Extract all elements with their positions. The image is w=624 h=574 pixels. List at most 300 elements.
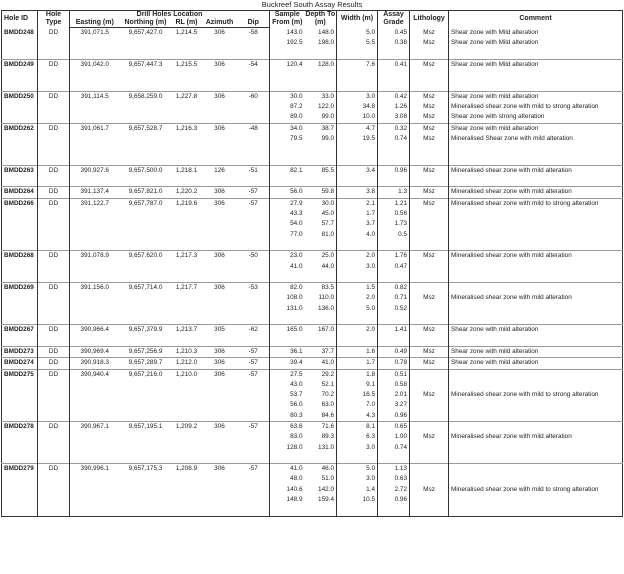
comment-cell <box>449 380 623 390</box>
hole-id-cell <box>2 219 38 229</box>
empty-cell <box>378 155 410 166</box>
grade-cell: 0.78 <box>378 358 410 369</box>
azimuth-cell <box>202 485 238 495</box>
dip-cell: -53 <box>238 283 270 294</box>
table-row <box>2 293 623 303</box>
width-cell: 3.0 <box>337 262 378 272</box>
rl-cell <box>172 102 202 112</box>
table-row <box>2 358 623 369</box>
empty-cell <box>305 49 337 60</box>
northing-cell: 9,657,289.7 <box>120 358 172 369</box>
northing-cell <box>120 400 172 410</box>
dip-cell <box>238 495 270 505</box>
empty-cell <box>38 176 70 187</box>
empty-cell <box>449 144 623 154</box>
lithology-cell: Msz <box>410 134 449 144</box>
azimuth-cell: 306 <box>214 29 225 36</box>
northing-cell <box>120 432 172 442</box>
from-cell: 54.0 <box>270 219 305 229</box>
table-row <box>2 411 623 422</box>
empty-cell <box>38 144 70 154</box>
to-cell: 122.0 <box>318 103 335 111</box>
lithology-cell: Msz <box>410 112 449 123</box>
northing-cell: 9,657,620.0 <box>120 251 172 262</box>
hole-id-cell <box>2 293 38 303</box>
empty-cell <box>172 144 202 154</box>
width-cell: 3.0 <box>337 443 378 453</box>
empty-cell <box>172 80 202 91</box>
to-cell: 63.0 <box>321 401 335 409</box>
to-cell: 131.0 <box>318 443 335 451</box>
lithology-cell <box>410 304 449 314</box>
header-width: Width (m) <box>337 11 378 28</box>
table-body <box>2 28 623 517</box>
to-cell: 51.0 <box>321 475 335 483</box>
lithology-cell: Msz <box>410 28 449 39</box>
width-cell: 5.0 <box>337 304 378 314</box>
empty-cell <box>337 272 378 283</box>
empty-cell <box>305 70 337 80</box>
to-cell: 33.0 <box>305 91 337 102</box>
lithology-cell <box>410 400 449 410</box>
empty-cell <box>38 80 70 91</box>
hole-type-cell: DD <box>38 464 70 475</box>
empty-cell <box>449 453 623 464</box>
azimuth-cell: 306 <box>202 251 238 262</box>
rl-cell: 1,208.9 <box>172 464 202 475</box>
empty-cell <box>172 155 202 166</box>
easting-cell <box>70 485 120 495</box>
to-cell: 148.0 <box>318 28 335 36</box>
empty-cell <box>70 336 120 347</box>
dip-cell <box>238 443 270 453</box>
empty-cell <box>337 240 378 251</box>
northing-cell <box>120 102 172 112</box>
width-cell: 1.7 <box>337 358 378 369</box>
northing-cell: 9,657,379.9 <box>120 325 172 336</box>
empty-cell <box>238 155 270 166</box>
empty-cell <box>410 49 449 60</box>
grade-cell: 1.3 <box>378 187 410 198</box>
rl-cell: 1,227.8 <box>172 91 202 102</box>
from-cell: 83.0 <box>270 432 305 442</box>
width-cell: 3.0 <box>337 91 378 102</box>
azimuth-cell: 306 <box>202 421 238 432</box>
northing-cell: 9,657,528.7 <box>120 123 172 134</box>
to-cell: 57.7 <box>321 220 335 228</box>
azimuth-cell <box>202 219 238 229</box>
rl-cell: 1,213.7 <box>172 325 202 336</box>
comment-cell <box>449 443 623 453</box>
empty-cell <box>70 505 120 516</box>
to-cell: 136.0 <box>318 304 335 312</box>
table-row <box>2 38 623 48</box>
table-row <box>2 390 623 400</box>
to-cell: 81.0 <box>321 230 335 238</box>
empty-cell <box>410 314 449 325</box>
lithology-cell <box>410 411 449 422</box>
table-row <box>2 209 623 219</box>
table-row <box>2 495 623 505</box>
table-row <box>2 102 623 112</box>
rl-cell <box>172 38 202 48</box>
lithology-cell <box>410 209 449 219</box>
hole-type-cell <box>38 219 70 229</box>
grade-cell: 2.72 <box>378 485 410 495</box>
hole-id-cell: BMDD266 <box>2 198 38 209</box>
empty-cell <box>305 272 337 283</box>
comment-cell: Shear zone with Mild alteration <box>449 28 623 39</box>
easting-cell: 391,061.7 <box>70 123 120 134</box>
empty-cell <box>305 80 337 91</box>
rl-cell <box>172 134 202 144</box>
rl-cell <box>172 380 202 390</box>
dip-cell: -57 <box>238 346 270 357</box>
hole-id-cell <box>2 304 38 314</box>
azimuth-cell: 306 <box>202 283 238 294</box>
to-cell: 85.5 <box>305 165 337 176</box>
to-cell: 38.7 <box>305 123 337 134</box>
northing-cell <box>120 485 172 495</box>
northing-cell <box>120 411 172 422</box>
hole-type-cell: DD <box>38 165 70 176</box>
from-cell: 41.0 <box>270 464 305 475</box>
comment-cell: Mineralised shear zone with mild to strong alteration <box>449 198 623 209</box>
empty-cell <box>378 272 410 283</box>
spacer-row <box>2 49 623 60</box>
empty-cell <box>172 49 202 60</box>
empty-cell <box>270 176 305 187</box>
azimuth-cell: 306 <box>202 123 238 134</box>
azimuth-cell: 306 <box>202 464 238 475</box>
header-easting: Easting (m) <box>70 19 120 28</box>
rl-cell <box>172 443 202 453</box>
dip-cell <box>238 219 270 229</box>
empty-cell <box>378 144 410 154</box>
empty-cell <box>305 453 337 464</box>
empty-cell <box>270 155 305 166</box>
empty-cell <box>378 240 410 251</box>
empty-cell <box>172 505 202 516</box>
rl-cell: 1,210.3 <box>172 346 202 357</box>
grade-cell: 0.96 <box>378 411 410 422</box>
hole-id-cell: BMDD264 <box>2 187 38 198</box>
to-cell: 46.0 <box>305 464 337 475</box>
grade-cell: 0.74 <box>378 443 410 453</box>
empty-cell <box>172 272 202 283</box>
from-cell: 131.0 <box>270 304 305 314</box>
azimuth-cell <box>202 380 238 390</box>
comment-cell: Shear zone with mild alteration <box>449 91 623 102</box>
lithology-cell <box>410 421 449 432</box>
easting-cell <box>70 495 120 505</box>
grade-cell: 0.58 <box>378 380 410 390</box>
from-cell: 27.9 <box>270 198 305 209</box>
empty-cell <box>410 272 449 283</box>
header-drill-location: Drill Holes Location <box>70 11 270 20</box>
empty-cell <box>378 453 410 464</box>
easting-cell <box>70 411 120 422</box>
grade-cell: 3.27 <box>378 400 410 410</box>
hole-id-cell: BMDD269 <box>2 283 38 294</box>
empty-cell <box>202 49 238 60</box>
easting-cell <box>70 38 120 48</box>
empty-cell <box>238 49 270 60</box>
empty-cell <box>70 314 120 325</box>
empty-cell <box>2 155 38 166</box>
azimuth-cell <box>202 495 238 505</box>
grade-cell: 0.5 <box>378 230 410 240</box>
empty-cell <box>2 70 38 80</box>
empty-cell <box>410 70 449 80</box>
dip-cell <box>238 390 270 400</box>
northing-cell <box>120 209 172 219</box>
empty-cell <box>378 505 410 516</box>
empty-cell <box>410 453 449 464</box>
spacer-row <box>2 70 623 80</box>
hole-type-cell <box>38 380 70 390</box>
empty-cell <box>70 80 120 91</box>
to-cell: 29.2 <box>305 369 337 380</box>
to-cell: 52.1 <box>321 380 335 388</box>
easting-cell <box>70 230 120 240</box>
from-cell: 30.0 <box>270 91 305 102</box>
from-cell: 140.6 <box>270 485 305 495</box>
azimuth-cell <box>202 474 238 484</box>
empty-cell <box>270 144 305 154</box>
lithology-cell: Msz <box>410 59 449 70</box>
hole-id-cell <box>2 38 38 48</box>
hole-id-cell <box>2 411 38 422</box>
table-row <box>2 198 623 209</box>
comment-cell: Shear zone with strong alteration <box>449 112 623 123</box>
empty-cell <box>337 144 378 154</box>
rl-cell: 1,212.0 <box>172 358 202 369</box>
northing-cell: 9,657,195.1 <box>120 421 172 432</box>
rl-cell <box>172 304 202 314</box>
table-title: Buckreef South Assay Results <box>261 0 363 9</box>
empty-cell <box>172 176 202 187</box>
dip-cell <box>238 380 270 390</box>
to-cell: 83.5 <box>305 283 337 294</box>
empty-cell <box>172 70 202 80</box>
rl-cell: 1,215.5 <box>172 59 202 70</box>
comment-cell: Mineralised shear zone with mild alteration <box>449 432 623 442</box>
grade-cell: 0.65 <box>378 421 410 432</box>
hole-id-cell: BMDD279 <box>2 464 38 475</box>
empty-cell <box>449 336 623 347</box>
grade-cell: 0.49 <box>378 346 410 357</box>
empty-cell <box>378 80 410 91</box>
to-cell: 99.0 <box>321 134 335 142</box>
empty-cell <box>410 505 449 516</box>
from-cell: 56.0 <box>270 400 305 410</box>
dip-cell <box>238 411 270 422</box>
grade-cell: 0.96 <box>378 495 410 505</box>
from-cell: 43.3 <box>270 209 305 219</box>
header-dip: Dip <box>238 19 270 28</box>
easting-cell <box>70 262 120 272</box>
empty-cell <box>305 155 337 166</box>
empty-cell <box>337 453 378 464</box>
hole-id-cell <box>2 380 38 390</box>
hole-id-cell <box>2 443 38 453</box>
lithology-cell: Msz <box>410 346 449 357</box>
empty-cell <box>449 272 623 283</box>
table-row <box>2 304 623 314</box>
comment-cell: Mineralised shear zone with mild alteration <box>449 165 623 176</box>
lithology-cell: Msz <box>410 432 449 442</box>
empty-cell <box>172 336 202 347</box>
rl-cell <box>172 230 202 240</box>
width-cell: 2.1 <box>337 198 378 209</box>
northing-cell <box>120 112 172 123</box>
empty-cell <box>337 80 378 91</box>
width-cell: 1.4 <box>337 485 378 495</box>
empty-cell <box>270 453 305 464</box>
comment-cell: Mineralised Shear zone with mild alteration <box>449 134 623 144</box>
azimuth-cell <box>202 400 238 410</box>
header-northing: Northing (m) <box>120 19 172 28</box>
width-cell: 4.0 <box>337 230 378 240</box>
from-cell: 23.0 <box>270 251 305 262</box>
table-row <box>2 474 623 484</box>
northing-cell <box>120 443 172 453</box>
comment-cell <box>449 411 623 422</box>
empty-cell <box>2 314 38 325</box>
rl-cell <box>172 495 202 505</box>
azimuth-cell: 306 <box>202 369 238 380</box>
to-cell: 84.6 <box>321 411 335 419</box>
lithology-cell <box>410 230 449 240</box>
empty-cell <box>337 176 378 187</box>
easting-cell <box>70 102 120 112</box>
spacer-row <box>2 505 623 516</box>
to-cell: 30.0 <box>305 198 337 209</box>
empty-cell <box>202 453 238 464</box>
header-depth-to: Depth To (m) <box>305 11 336 27</box>
empty-cell <box>2 336 38 347</box>
empty-cell <box>270 505 305 516</box>
empty-cell <box>410 155 449 166</box>
table-row <box>2 369 623 380</box>
empty-cell <box>449 70 623 80</box>
from-cell: 41.0 <box>270 262 305 272</box>
grade-cell: 0.74 <box>378 134 410 144</box>
from-cell: 39.4 <box>270 358 305 369</box>
empty-cell <box>2 144 38 154</box>
northing-cell <box>120 495 172 505</box>
table-row <box>2 464 623 475</box>
empty-cell <box>270 240 305 251</box>
hole-type-cell: DD <box>38 251 70 262</box>
grade-cell: 0.71 <box>378 293 410 303</box>
lithology-cell: Msz <box>410 165 449 176</box>
northing-cell: 9,658,259.0 <box>120 91 172 102</box>
to-cell: 37.7 <box>305 346 337 357</box>
width-cell: 5.5 <box>337 38 378 48</box>
spacer-row <box>2 453 623 464</box>
easting-cell: 391,122.7 <box>70 198 120 209</box>
from-cell: 63.6 <box>270 421 305 432</box>
grade-cell: 1.00 <box>378 432 410 442</box>
empty-cell <box>337 505 378 516</box>
comment-cell <box>449 230 623 240</box>
easting-cell <box>70 112 120 123</box>
hole-type-cell: DD <box>38 369 70 380</box>
from-cell: 34.0 <box>270 123 305 134</box>
to-cell: 44.0 <box>321 262 335 270</box>
table-row <box>2 251 623 262</box>
azimuth-cell: 306 <box>202 91 238 102</box>
empty-cell <box>305 314 337 325</box>
empty-cell <box>305 336 337 347</box>
width-cell: 16.5 <box>337 390 378 400</box>
empty-cell <box>172 453 202 464</box>
lithology-cell: Msz <box>410 293 449 303</box>
comment-cell: Mineralised shear zone with mild to strong alteration <box>449 102 623 112</box>
from-cell: 120.4 <box>270 59 305 70</box>
empty-cell <box>120 505 172 516</box>
from-cell: 108.0 <box>270 293 305 303</box>
to-cell: 41.0 <box>305 358 337 369</box>
empty-cell <box>378 70 410 80</box>
dip-cell: -57 <box>238 198 270 209</box>
comment-cell: Shear zone with Mild alteration <box>449 59 623 70</box>
empty-cell <box>120 453 172 464</box>
lithology-cell: Msz <box>410 91 449 102</box>
rl-cell: 1,210.0 <box>172 369 202 380</box>
table-row <box>2 432 623 442</box>
empty-cell <box>270 336 305 347</box>
to-cell: 128.0 <box>305 59 337 70</box>
lithology-cell: Msz <box>410 325 449 336</box>
hole-type-cell <box>38 411 70 422</box>
dip-cell <box>238 304 270 314</box>
to-cell: 89.3 <box>321 433 335 441</box>
empty-cell <box>270 70 305 80</box>
empty-cell <box>270 49 305 60</box>
empty-cell <box>120 272 172 283</box>
lithology-cell <box>410 380 449 390</box>
hole-id-cell: BMDD263 <box>2 165 38 176</box>
grade-cell: 0.41 <box>378 59 410 70</box>
comment-cell: Shear zone with mild alteration <box>449 358 623 369</box>
width-cell: 10.5 <box>337 495 378 505</box>
grade-cell: 0.47 <box>378 262 410 272</box>
empty-cell <box>305 240 337 251</box>
table-row <box>2 123 623 134</box>
width-cell: 19.5 <box>337 134 378 144</box>
spacer-row <box>2 336 623 347</box>
table-row <box>2 443 623 453</box>
grade-cell: 1.26 <box>378 102 410 112</box>
width-cell: 5.0 <box>337 28 378 39</box>
empty-cell <box>238 336 270 347</box>
comment-cell <box>449 464 623 475</box>
empty-cell <box>120 314 172 325</box>
hole-type-cell <box>38 209 70 219</box>
width-cell: 2.0 <box>337 293 378 303</box>
width-cell: 10.0 <box>337 112 378 123</box>
empty-cell <box>38 70 70 80</box>
northing-cell <box>120 219 172 229</box>
northing-cell: 9,657,714.0 <box>120 283 172 294</box>
empty-cell <box>378 314 410 325</box>
hole-type-cell: DD <box>38 325 70 336</box>
easting-cell <box>70 293 120 303</box>
northing-cell: 9,657,216.0 <box>120 369 172 380</box>
